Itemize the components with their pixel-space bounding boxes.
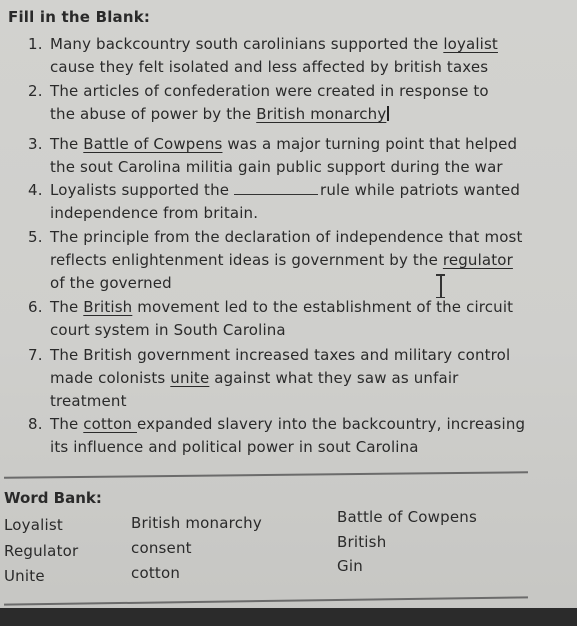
answer-text[interactable]: regulator bbox=[442, 251, 513, 269]
question-number: 7. bbox=[28, 346, 43, 364]
answer-text[interactable]: unite bbox=[170, 369, 210, 387]
question-line: the sout Carolina militia gain public support during the war bbox=[50, 158, 503, 176]
question-line: made colonists unite against what they saw as unfair bbox=[50, 369, 459, 387]
question-line: reflects enlightenment ideas is government by the regulator bbox=[50, 251, 513, 269]
question-line: court system in South Carolina bbox=[50, 321, 286, 339]
word-bank-item: British bbox=[337, 533, 387, 551]
answer-text[interactable]: British monarchy bbox=[256, 105, 387, 123]
answer-blank[interactable] bbox=[234, 180, 318, 195]
question-line: The British movement led to the establishment of the circuit bbox=[50, 298, 514, 316]
question-number: 3. bbox=[28, 135, 43, 153]
text-cursor bbox=[387, 106, 389, 121]
question-line: its influence and political power in sout Carolina bbox=[50, 438, 419, 456]
answer-text[interactable]: British bbox=[83, 298, 133, 316]
word-bank-item: Battle of Cowpens bbox=[337, 508, 478, 526]
word-bank-item: Gin bbox=[337, 557, 363, 575]
divider bbox=[4, 596, 528, 605]
divider bbox=[4, 471, 528, 478]
question-number: 1. bbox=[28, 35, 43, 53]
question-number: 4. bbox=[28, 181, 43, 199]
question-line: Many backcountry south carolinians supported the loyalist bbox=[50, 35, 498, 53]
question-line: The cotton expanded slavery into the backcountry, increasing bbox=[50, 415, 526, 433]
i-beam-cursor-icon bbox=[436, 274, 445, 298]
worksheet-heading: Fill in the Blank: bbox=[8, 8, 151, 26]
question-number: 2. bbox=[28, 82, 43, 100]
word-bank-item: Unite bbox=[4, 567, 45, 585]
word-bank-title: Word Bank: bbox=[4, 489, 102, 507]
question-line: the abuse of power by the British monarchy bbox=[50, 103, 389, 127]
word-bank-item: Regulator bbox=[4, 542, 79, 560]
answer-text[interactable]: loyalist bbox=[443, 35, 498, 53]
question-line: The Battle of Cowpens was a major turning point that helped bbox=[50, 135, 518, 153]
answer-text[interactable]: Battle of Cowpens bbox=[83, 135, 223, 153]
question-line: The articles of confederation were created in response to bbox=[50, 82, 489, 100]
question-number: 6. bbox=[28, 298, 43, 316]
word-bank-item: consent bbox=[131, 539, 192, 557]
word-bank-item: British monarchy bbox=[131, 514, 262, 532]
question-number: 8. bbox=[28, 415, 43, 433]
question-line: of the governed bbox=[50, 274, 172, 292]
question-line: The British government increased taxes and military control bbox=[50, 346, 511, 364]
screen-bezel bbox=[0, 608, 577, 626]
question-number: 5. bbox=[28, 228, 43, 246]
question-line: Loyalists supported the rule while patriots wanted bbox=[50, 181, 521, 199]
question-line: The principle from the declaration of independence that most bbox=[50, 228, 523, 246]
question-line: cause they felt isolated and less affected by british taxes bbox=[50, 58, 489, 76]
answer-text[interactable]: cotton bbox=[83, 415, 137, 433]
word-bank-item: Loyalist bbox=[4, 516, 63, 534]
question-line: independence from britain. bbox=[50, 204, 259, 222]
question-line: treatment bbox=[50, 392, 127, 410]
word-bank-item: cotton bbox=[131, 564, 181, 582]
